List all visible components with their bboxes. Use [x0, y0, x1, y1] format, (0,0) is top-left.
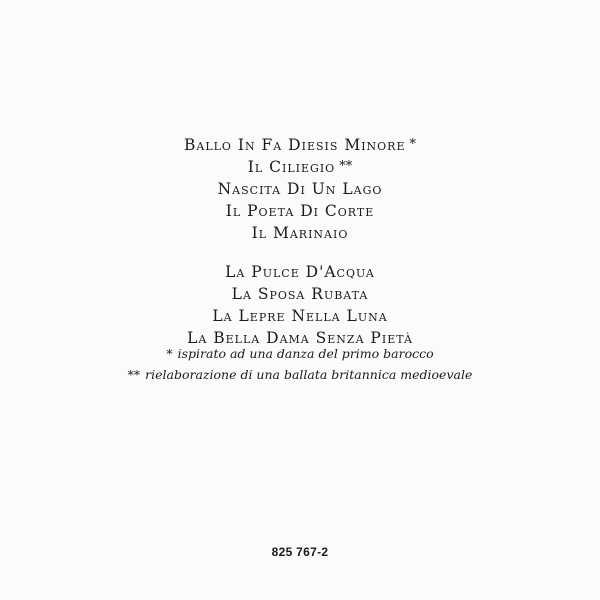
catalog-number: 825 767-2 — [271, 545, 329, 559]
footnotes — [0, 343, 600, 385]
footnote — [0, 364, 600, 385]
tracklist-side-b — [0, 261, 600, 349]
track-title-text: Il Poeta Di Corte — [225, 202, 375, 220]
track-title-text: Ballo In Fa Diesis Minore — [183, 136, 406, 154]
track-title — [0, 283, 600, 305]
track-title-text: La Bella Dama Senza Pietà — [187, 329, 413, 347]
footnote-marker: ** — [339, 159, 353, 174]
track-title — [0, 222, 600, 244]
track-title-text: La Lepre Nella Luna — [212, 307, 388, 325]
tracklist-side-a — [0, 134, 600, 244]
footnote-text: rielaborazione di una ballata britannica medioevale — [145, 367, 473, 382]
track-title — [0, 156, 600, 178]
track-title — [0, 178, 600, 200]
track-title-text: Il Ciliegio — [247, 158, 336, 176]
track-title — [0, 134, 600, 156]
track-title-text: Il Marinaio — [251, 224, 349, 242]
track-title-text: La Pulce D'Acqua — [225, 263, 375, 281]
track-title — [0, 200, 600, 222]
footnote-marker: * — [166, 346, 173, 361]
footnote-marker: * — [409, 137, 416, 152]
track-title — [0, 261, 600, 283]
track-title — [0, 305, 600, 327]
track-title-text: La Sposa Rubata — [231, 285, 369, 303]
footnote-text: ispirato ad una danza del primo barocco — [177, 346, 434, 361]
footnote — [0, 343, 600, 364]
footnote-marker: ** — [127, 367, 141, 382]
track-title-text: Nascita Di Un Lago — [217, 180, 383, 198]
